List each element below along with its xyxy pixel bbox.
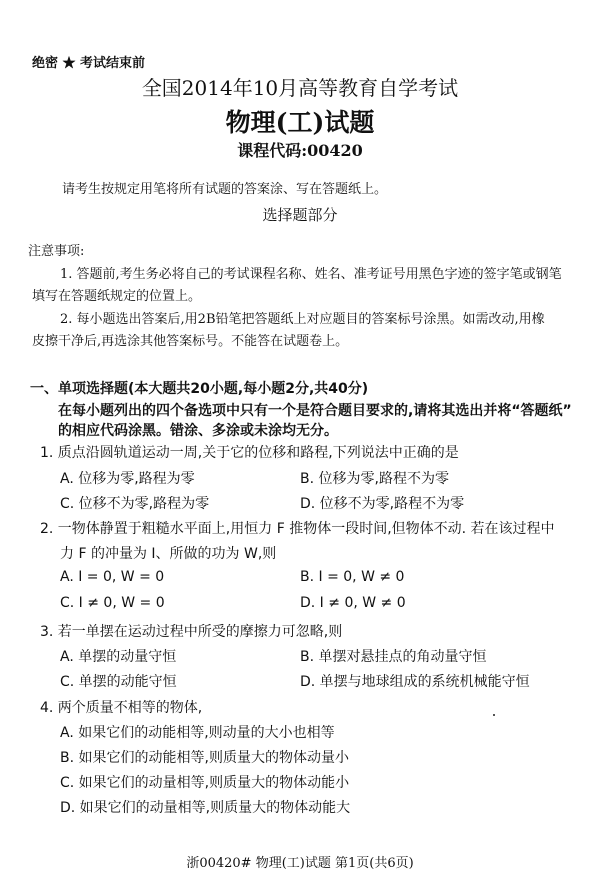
section-desc-line: 的相应代码涂黑。错涂、多涂或未涂均无分。 bbox=[58, 423, 338, 439]
question-2-option-d: D. I ≠ 0, W ≠ 0 bbox=[300, 595, 406, 611]
question-2-option-b: B. I = 0, W ≠ 0 bbox=[300, 569, 405, 585]
subject-title: 物理(工)试题 bbox=[225, 108, 375, 137]
part-title: 选择题部分 bbox=[262, 206, 338, 224]
question-4-option-b: B. 如果它们的动能相等,则质量大的物体动量小 bbox=[60, 750, 349, 766]
confidential-label: 绝密 ★ 考试结束前 bbox=[32, 56, 146, 71]
notes-heading: 注意事项: bbox=[28, 244, 85, 259]
question-1-option-c: C. 位移不为零,路程为零 bbox=[60, 496, 210, 512]
question-1-stem: 1. 质点沿圆轨道运动一周,关于它的位移和路程,下列说法中正确的是 bbox=[40, 445, 459, 461]
note-line: 填写在答题纸规定的位置上。 bbox=[32, 289, 202, 304]
question-4-option-c: C. 如果它们的动量相等,则质量大的物体动能小 bbox=[60, 775, 350, 791]
question-1-option-b: B. 位移为零,路程不为零 bbox=[300, 471, 449, 487]
course-code: 课程代码:00420 bbox=[237, 141, 363, 160]
question-1-option-a: A. 位移为零,路程为零 bbox=[60, 471, 195, 487]
scan-speck bbox=[493, 714, 495, 716]
question-3-option-d: D. 单摆与地球组成的系统机械能守恒 bbox=[300, 674, 530, 690]
question-2-option-c: C. I ≠ 0, W = 0 bbox=[60, 595, 165, 611]
question-4-stem: 4. 两个质量不相等的物体, bbox=[40, 700, 203, 716]
question-1-option-d: D. 位移不为零,路程不为零 bbox=[300, 496, 465, 512]
question-2-option-a: A. I = 0, W = 0 bbox=[60, 569, 165, 585]
general-instruction: 请考生按规定用笔将所有试题的答案涂、写在答题纸上。 bbox=[62, 182, 388, 197]
question-3-option-b: B. 单摆对悬挂点的角动量守恒 bbox=[300, 649, 487, 665]
note-line: 皮擦干净后,再选涂其他答案标号。不能答在试题卷上。 bbox=[32, 334, 349, 349]
question-3-stem: 3. 若一单摆在运动过程中所受的摩擦力可忽略,则 bbox=[40, 624, 343, 640]
note-line: 1. 答题前,考生务必将自己的考试课程名称、姓名、准考证号用黑色字迹的签字笔或钢笔 bbox=[60, 267, 562, 282]
question-3-option-c: C. 单摆的动能守恒 bbox=[60, 674, 177, 690]
note-line: 2. 每小题选出答案后,用2B铅笔把答题纸上对应题目的答案标号涂黑。如需改动,用橡 bbox=[60, 312, 545, 327]
question-3-option-a: A. 单摆的动量守恒 bbox=[60, 649, 177, 665]
question-4-option-a: A. 如果它们的动能相等,则动量的大小也相等 bbox=[60, 725, 335, 741]
question-4-option-d: D. 如果它们的动量相等,则质量大的物体动能大 bbox=[60, 800, 351, 816]
question-2-stem-cont: 力 F 的冲量为 I、所做的功为 W,则 bbox=[60, 546, 277, 562]
page-footer: 浙00420# 物理(工)试题 第1页(共6页) bbox=[186, 856, 414, 871]
section-title: 一、单项选择题(本大题共20小题,每小题2分,共40分) bbox=[30, 381, 369, 397]
section-desc-line: 在每小题列出的四个备选项中只有一个是符合题目要求的,请将其选出并将“答题纸” bbox=[58, 403, 572, 419]
question-2-stem: 2. 一物体静置于粗糙水平面上,用恒力 F 推物体一段时间,但物体不动. 若在该过程中 bbox=[40, 521, 555, 537]
exam-title: 全国2014年10月高等教育自学考试 bbox=[141, 76, 459, 100]
